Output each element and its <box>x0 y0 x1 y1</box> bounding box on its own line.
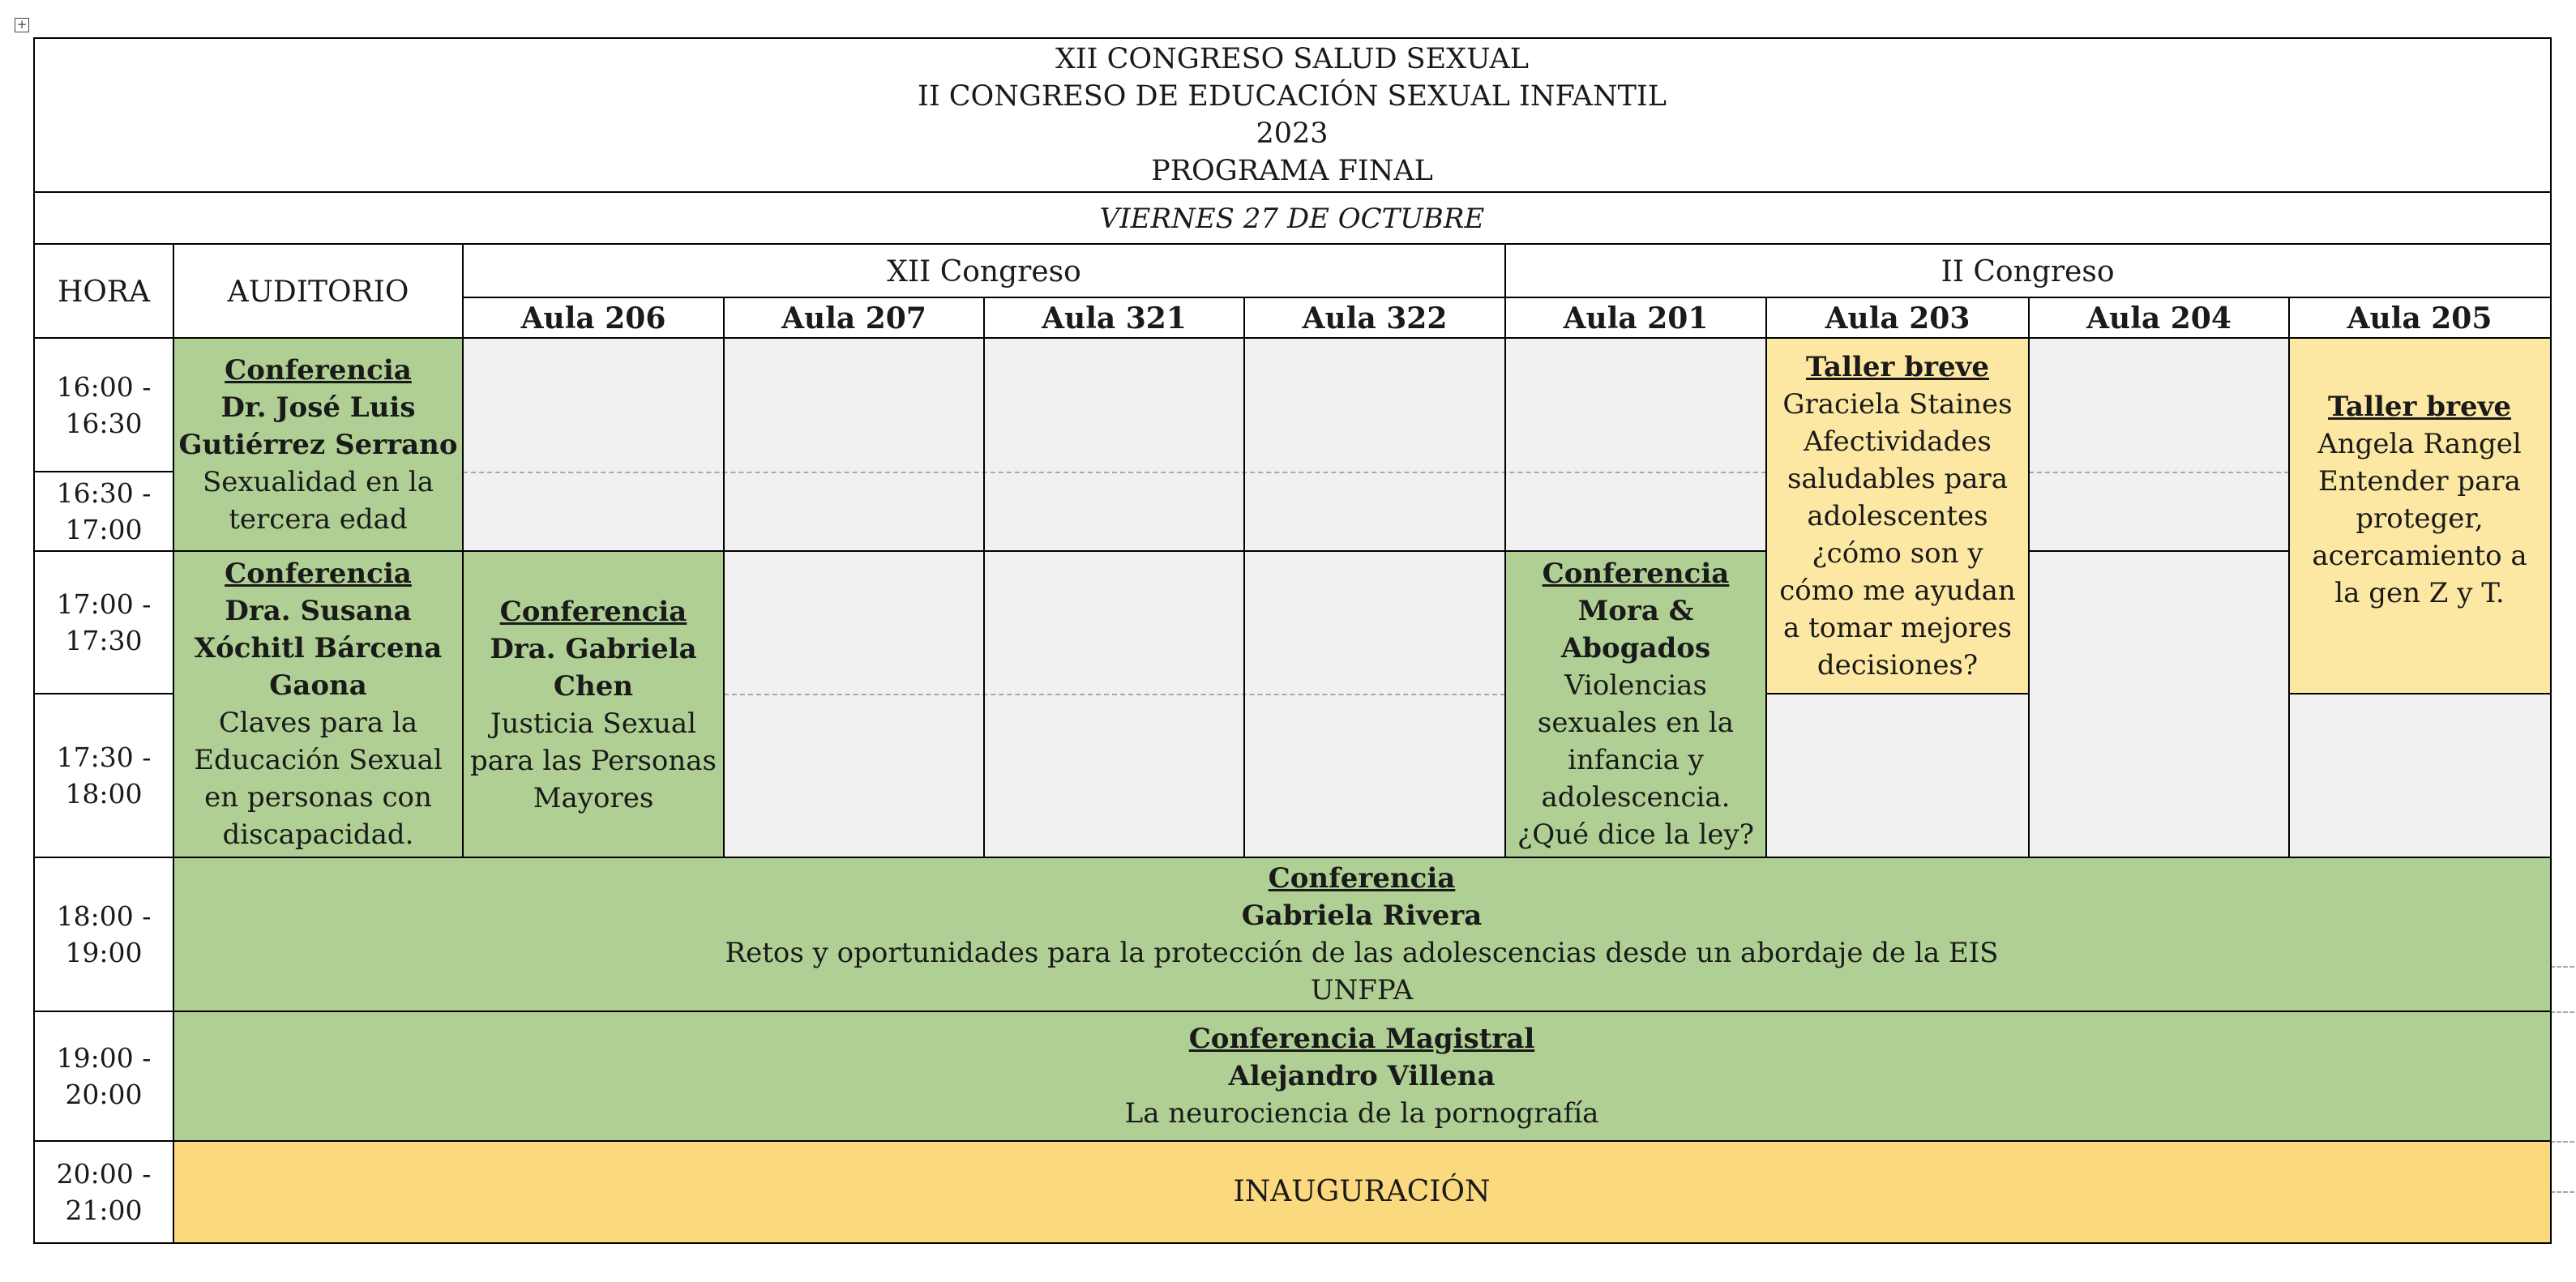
hour-cell: 17:00 - 17:30 <box>56 588 152 656</box>
header-aula-203: Aula 203 <box>1825 301 1971 335</box>
title-line-4: PROGRAMA FINAL <box>1151 155 1433 187</box>
empty-slot <box>724 339 984 857</box>
table-move-handle-icon[interactable]: + <box>15 18 29 32</box>
hour-cell: 17:30 - 18:00 <box>56 741 152 810</box>
header-aula-206: Aula 206 <box>520 301 666 335</box>
program-title <box>34 39 2550 191</box>
title-line-3: 2023 <box>1256 118 1329 150</box>
empty-slot <box>984 339 1244 857</box>
slot-divider <box>2029 472 2289 473</box>
slot-divider <box>724 694 1505 695</box>
header-aula-207: Aula 207 <box>781 301 926 335</box>
hour-cell: 19:00 - 20:00 <box>56 1042 152 1110</box>
header-aula-321: Aula 321 <box>1042 301 1187 335</box>
program-date: VIERNES 27 DE OCTUBRE <box>1099 203 1485 235</box>
header-ii-congreso: II Congreso <box>1941 254 2115 288</box>
header-aula-204: Aula 204 <box>2086 301 2232 335</box>
event-auditorio-1700: Conferencia Dra. Susana Xóchitl Bárcena Gaona Claves para la Educación Sexual en personas con discapacidad. <box>173 551 463 857</box>
hour-cell: 16:30 - 17:00 <box>56 477 152 545</box>
slot-divider <box>2550 1191 2574 1193</box>
empty-slot <box>1244 339 1505 857</box>
slot-divider <box>2550 1011 2574 1013</box>
title-line-1: XII CONGRESO SALUD SEXUAL <box>1055 43 1530 75</box>
header-xii-congreso: XII Congreso <box>887 254 1081 288</box>
slot-divider <box>2550 966 2574 968</box>
title-line-2: II CONGRESO DE EDUCACIÓN SEXUAL INFANTIL <box>918 80 1667 113</box>
header-auditorio: AUDITORIO <box>227 275 409 309</box>
hour-cell: 16:00 - 16:30 <box>56 371 152 439</box>
hour-cell: 18:00 - 19:00 <box>56 900 152 968</box>
header-aula-322: Aula 322 <box>1302 301 1448 335</box>
event-row-1900: Conferencia Magistral Alejandro Villena La neurociencia de la pornografía <box>173 1011 2550 1141</box>
event-aula-201-1700: Conferencia Mora & Abogados Violencias sexuales en la infancia y adolescencia. ¿Qué dice la ley? <box>1505 551 1766 857</box>
event-auditorio-1600: Conferencia Dr. José Luis Gutiérrez Serrano Sexualidad en la tercera edad <box>173 339 463 551</box>
event-aula-205-1600: Taller breve Angela Rangel Entender para proteger, acercamiento a la gen Z y T. <box>2289 339 2550 694</box>
event-row-2000: INAUGURACIÓN <box>173 1141 2550 1243</box>
hour-cell: 20:00 - 21:00 <box>56 1158 152 1226</box>
event-aula-203-1600: Taller breve Graciela Staines Afectividades saludables para adolescentes ¿cómo son y cómo me ayudan a tomar mejores decisiones? <box>1766 339 2029 694</box>
header-hora: HORA <box>57 275 150 309</box>
slot-divider <box>463 472 1766 473</box>
empty-slot <box>1505 339 1766 551</box>
empty-slot <box>2289 694 2550 857</box>
empty-slot <box>1766 694 2029 857</box>
event-row-1800: Conferencia Gabriela Rivera Retos y oportunidades para la protección de las adolescencias desde un abordaje de la EIS UNFPA <box>173 857 2550 1011</box>
header-aula-205: Aula 205 <box>2347 301 2493 335</box>
slot-divider <box>2550 1141 2574 1143</box>
empty-slot <box>463 339 724 551</box>
empty-slot <box>2029 339 2289 857</box>
event-aula-206-1700: Conferencia Dra. Gabriela Chen Justicia Sexual para las Personas Mayores <box>463 551 724 857</box>
header-aula-201: Aula 201 <box>1563 301 1709 335</box>
